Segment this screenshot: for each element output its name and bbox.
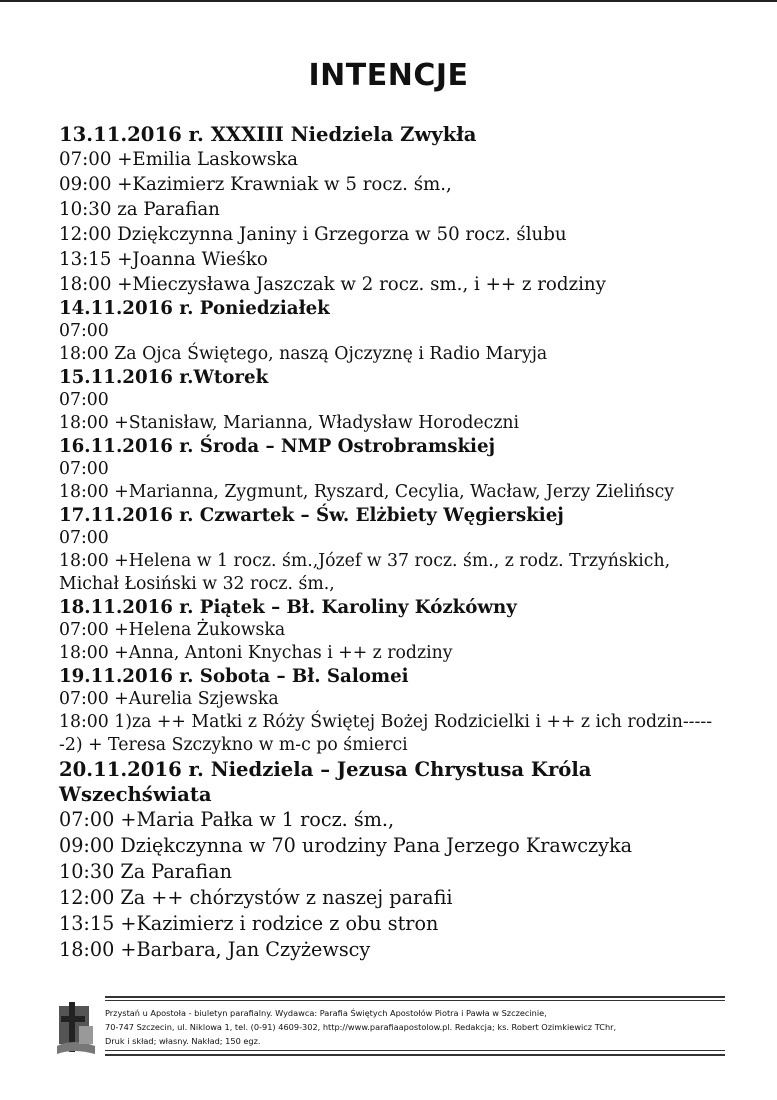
intention-line: 13:15 +Kazimierz i rodzice z obu stron [59,912,439,935]
footer-line: Przystań u Apostoła - biuletyn parafialny. Wydawca: Parafia Świętych Apostołów Piotra i Pawła w Szczecinie, [105,1008,547,1018]
day-heading: 14.11.2016 r. Poniedziałek [59,298,330,319]
footer-rule [105,1000,725,1001]
day-heading: 15.11.2016 r.Wtorek [59,367,269,388]
day-heading: 19.11.2016 r. Sobota – Bł. Salomei [59,666,409,687]
intention-line: 07:00 +Maria Pałka w 1 rocz. śm., [59,808,395,831]
intention-line: 18:00 Za Ojca Świętego, naszą Ojczyznę i Radio Maryja [59,344,548,364]
intention-line: 18:00 +Mieczysława Jaszczak w 2 rocz. sm., i ++ z rodziny [59,274,606,295]
intention-line: 18:00 +Marianna, Zygmunt, Ryszard, Cecylia, Wacław, Jerzy Zielińscy [59,482,675,502]
intentions-list [59,122,729,963]
intention-line: 18:00 +Anna, Antoni Knychas i ++ z rodziny [59,643,453,663]
intention-line: 18:00 +Helena w 1 rocz. śm.,Józef w 37 rocz. śm., z rodz. Trzyńskich, [59,551,671,571]
intention-line: 07:00 [59,528,109,548]
intention-line: 13:15 +Joanna Wieśko [59,249,268,270]
intention-line: 07:00 [59,321,109,341]
footer [55,996,725,1060]
day-heading: 18.11.2016 r. Piątek – Bł. Karoliny Kózkówny [59,597,517,618]
footer-rule [105,1050,725,1051]
footer-rule [105,1054,725,1056]
intention-line: 07:00 +Emilia Laskowska [59,149,299,170]
day-heading: 17.11.2016 r. Czwartek – Św. Elżbiety Węgierskiej [59,505,564,526]
intention-line: 18:00 1)za ++ Matki z Róży Świętej Bożej Rodzicielki i ++ z ich rodzin----- [59,712,713,732]
footer-text [105,1006,710,1048]
footer-rule [105,996,725,998]
intention-line: -2) + Teresa Szczykno w m-c po śmierci [59,735,408,755]
footer-line: 70-747 Szczecin, ul. Niklowa 1, tel. (0-91) 4609-302, http://www.parafiaapostolow.pl. Redakcja; ks. Robert Ozimkiewicz TChr, [105,1022,617,1032]
intention-line: 18:00 +Stanisław, Marianna, Władysław Horodeczni [59,413,520,433]
day-heading: 16.11.2016 r. Środa – NMP Ostrobramskiej [59,436,496,457]
intention-line: 12:00 Dziękczynna Janiny i Grzegorza w 50 rocz. ślubu [59,224,567,245]
parish-logo-icon [55,1000,99,1056]
intention-line: 12:00 Za ++ chórzystów z naszej parafii [59,886,453,909]
intention-line: 10:30 za Parafian [59,199,220,220]
day-heading: 13.11.2016 r. XXXIII Niedziela Zwykła [59,123,477,146]
footer-line: Druk i skład; własny. Nakład; 150 egz. [105,1036,261,1046]
top-border [0,0,777,2]
intention-line: 07:00 +Aurelia Szjewska [59,689,279,709]
intention-line: 09:00 Dziękczynna w 70 urodziny Pana Jerzego Krawczyka [59,834,633,857]
intention-line: 07:00 [59,459,109,479]
intention-line: 07:00 +Helena Żukowska [59,620,286,640]
day-heading: Wszechświata [59,783,212,806]
intention-line: 18:00 +Barbara, Jan Czyżewscy [59,938,371,961]
intention-line: 09:00 +Kazimierz Krawniak w 5 rocz. śm., [59,174,452,195]
intention-line: 07:00 [59,390,109,410]
page-title: INTENCJE [308,58,469,93]
intention-line: 10:30 Za Parafian [59,860,232,883]
day-heading: 20.11.2016 r. Niedziela – Jezusa Chrystusa Króla [59,758,592,781]
intention-line: Michał Łosiński w 32 rocz. śm., [59,574,335,594]
